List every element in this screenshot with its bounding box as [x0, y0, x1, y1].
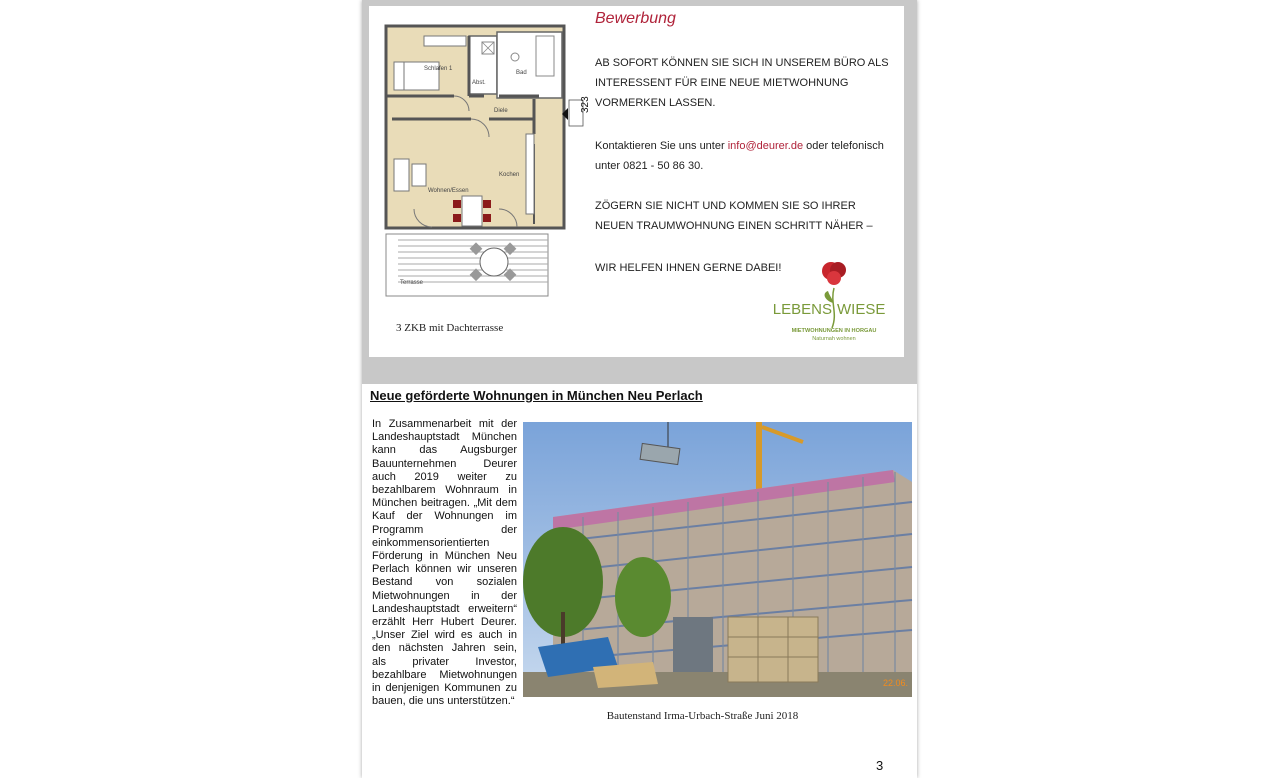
photo-caption: Bautenstand Irma-Urbach-Straße Juni 2018	[606, 710, 799, 722]
lebenswiese-logo	[772, 258, 886, 348]
application-card	[369, 6, 904, 357]
encouragement-text: ZÖGERN SIE NICHT UND KOMMEN SIE SO IHRER NEUEN TRAUMWOHNUNG EINEN SCHRITT NÄHER –	[595, 200, 873, 232]
register-interest-text: AB SOFORT KÖNNEN SIE SICH IN UNSEREM BÜRO ALS INTERESSENT FÜR EINE NEUE MIETWOHNUNG VORMERKEN LASSEN.	[595, 57, 889, 109]
plan-label-wohnen: Wohnen/Essen	[428, 188, 469, 194]
plan-label-bad: Bad	[516, 70, 527, 76]
help-text: WIR HELFEN IHNEN GERNE DABEI!	[595, 262, 782, 274]
contact-text-phone: oder telefonisch unter 0821 - 50 86 30.	[595, 140, 884, 172]
construction-site-photo	[523, 422, 912, 697]
article-body: In Zusammenarbeit mit der Landeshauptstadt München kann das Augsburger Bauunternehmen Deurer auch 2019 weiter zu bezahlbarem Wohnraum in München beitragen. „Mit dem Kauf der Wohnungen im Programm der einkommensorientierten Förderung in München Neu Perlach können wir unseren Bestand von sozialen Mietwohnungen in der Landeshauptstadt erweitern“ erzählt Herr Hubert Deurer. „Unser Ziel wird es auch in den nächsten Jahren sein, als privater Investor, bezahlbare Mietwohnungen in denjenigen Kommunen zu bauen, die uns unterstützen.“	[372, 418, 517, 708]
plan-label-schlafen: Schlafen 1	[424, 66, 453, 72]
floor-plan-image	[384, 24, 591, 299]
logo-tagline: Naturnah wohnen	[812, 336, 856, 342]
page-number: 3	[876, 758, 884, 773]
logo-name-right: WIESE	[837, 301, 886, 318]
plan-label-abst: Abst.	[472, 80, 486, 86]
email-link[interactable]: info@deurer.de	[727, 140, 804, 152]
floor-plan-caption: 3 ZKB mit Dachterrasse	[396, 322, 504, 334]
photo-date-stamp: 22.06.	[883, 678, 909, 688]
application-heading: Bewerbung	[595, 10, 676, 27]
logo-name-left: LEBENS	[772, 301, 832, 318]
contact-text	[595, 136, 895, 176]
plan-dimension-label: 323	[580, 96, 591, 113]
document-page	[362, 0, 917, 778]
plan-label-terrasse: Terrasse	[400, 280, 424, 286]
contact-text-lead: Kontaktieren Sie uns unter	[595, 140, 728, 152]
logo-subtitle: MIETWOHNUNGEN IN HORGAU	[791, 328, 877, 334]
plan-label-kochen: Kochen	[499, 172, 520, 178]
article-heading: Neue geförderte Wohnungen in München Neu Perlach	[370, 388, 703, 403]
plan-label-diele: Diele	[494, 108, 508, 114]
